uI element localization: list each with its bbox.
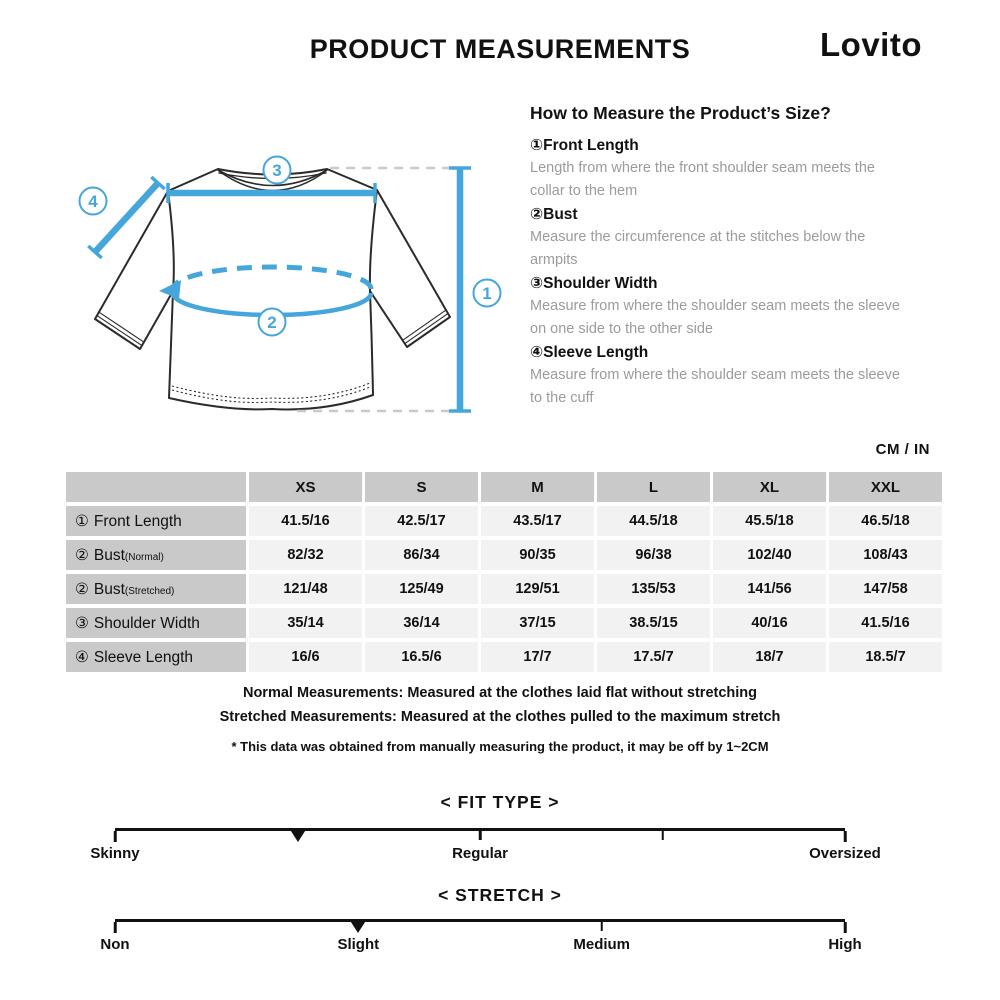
svg-text:1: 1 [482, 284, 492, 303]
scale-label: High [828, 936, 862, 953]
guide-item-desc: Measure from where the shoulder seam meets the sleeve to the cuff [530, 367, 900, 406]
row-label [66, 608, 246, 638]
note-normal: Normal Measurements: Measured at the clothes laid flat without stretching [242, 685, 758, 701]
size-value-cell: 40/16 [713, 608, 826, 638]
row-label-text: Front Length [93, 512, 182, 530]
stretch-labels [100, 936, 862, 954]
size-value-cell: 41.5/16 [829, 608, 942, 638]
scale-label: Non [100, 936, 130, 953]
size-value-cell: 135/53 [597, 574, 710, 604]
row-label-text: Shoulder Width [93, 614, 200, 632]
guide-item-bust [530, 203, 908, 272]
guide-item-front-length [530, 134, 908, 203]
circled-number: ④ [75, 648, 89, 666]
size-value-cell: 45.5/18 [713, 506, 826, 536]
size-value-cell: 96/38 [597, 540, 710, 570]
size-column-header: XXL [829, 472, 942, 502]
scale-tick [479, 831, 482, 840]
svg-text:2: 2 [267, 313, 277, 332]
guide-item-label: Front Length [543, 137, 639, 154]
guide-heading: How to Measure the Product’s Size? [530, 103, 831, 123]
circled-number: ① [530, 137, 544, 154]
scale-end-tick [114, 831, 117, 842]
row-label-text: Bust [93, 546, 125, 564]
size-column-header: XS [249, 472, 362, 502]
fit-type-track [115, 828, 845, 843]
size-value-cell: 37/15 [481, 608, 594, 638]
page-title: PRODUCT MEASUREMENTS [309, 34, 691, 64]
brand-logo: Lovito [820, 26, 922, 63]
size-column-header: S [365, 472, 478, 502]
size-value-cell: 38.5/15 [597, 608, 710, 638]
guide-item-title [530, 203, 908, 226]
row-label [66, 506, 246, 536]
size-value-cell: 90/35 [481, 540, 594, 570]
size-value-cell: 108/43 [829, 540, 942, 570]
table-row [66, 642, 942, 672]
size-value-cell: 46.5/18 [829, 506, 942, 536]
row-label-subtext: (Stretched) [124, 585, 175, 597]
size-value-cell: 17/7 [481, 642, 594, 672]
stretch-title: < STRETCH > [438, 885, 562, 905]
guide-item-title [530, 134, 908, 157]
scale-marker [289, 828, 307, 842]
size-table [63, 468, 945, 676]
size-value-cell: 16.5/6 [365, 642, 478, 672]
corner-cell [66, 472, 246, 502]
row-label-subtext: (Normal) [124, 551, 164, 563]
fit-type-labels [90, 845, 881, 863]
size-value-cell: 86/34 [365, 540, 478, 570]
note-stretched: Stretched Measurements: Measured at the clothes pulled to the maximum stretch [219, 709, 781, 725]
size-value-cell: 43.5/17 [481, 506, 594, 536]
table-header-row [66, 472, 942, 502]
size-value-cell: 18/7 [713, 642, 826, 672]
row-label-text: Bust [93, 580, 125, 598]
scale-end-tick [844, 831, 847, 842]
guide-item-desc: Measure from where the shoulder seam meets the sleeve on one side to the other side [530, 298, 900, 337]
guide-item-title [530, 341, 908, 364]
row-label [66, 540, 246, 570]
circled-number: ③ [75, 614, 89, 632]
marker-bust [259, 309, 286, 336]
row-label [66, 642, 246, 672]
scale-label: Regular [452, 845, 508, 862]
tshirt-diagram-svg [60, 143, 530, 443]
circled-number: ① [75, 512, 89, 530]
circled-number: ② [530, 206, 544, 223]
how-to-measure-panel [530, 103, 908, 410]
circled-number: ② [75, 580, 89, 598]
table-row [66, 574, 942, 604]
size-value-cell: 17.5/7 [597, 642, 710, 672]
table-row [66, 506, 942, 536]
size-value-cell: 41.5/16 [249, 506, 362, 536]
circled-number: ③ [530, 275, 544, 292]
disclaimer-note: * This data was obtained from manually measuring the product, it may be off by 1~2CM [231, 739, 769, 754]
size-value-cell: 44.5/18 [597, 506, 710, 536]
scale-label: Skinny [90, 845, 140, 862]
marker-shoulder-width [264, 157, 291, 184]
guide-item-label: Bust [543, 206, 578, 223]
row-label-text: Sleeve Length [93, 648, 194, 666]
row-label [66, 574, 246, 604]
unit-label: CM / IN [875, 441, 930, 458]
size-value-cell: 18.5/7 [829, 642, 942, 672]
size-value-cell: 147/58 [829, 574, 942, 604]
svg-text:4: 4 [88, 192, 98, 211]
size-column-header: XL [713, 472, 826, 502]
tshirt-measure-diagram [60, 143, 530, 443]
guide-item-sleeve-length [530, 341, 908, 410]
scale-tick [661, 831, 664, 840]
scale-end-tick [844, 922, 847, 933]
size-value-cell: 42.5/17 [365, 506, 478, 536]
size-column-header: M [481, 472, 594, 502]
size-value-cell: 121/48 [249, 574, 362, 604]
circled-number: ④ [530, 344, 544, 361]
guide-item-label: Sleeve Length [543, 344, 649, 361]
guide-item-label: Shoulder Width [543, 275, 658, 292]
fit-type-title: < FIT TYPE > [440, 792, 560, 812]
guide-item-desc: Length from where the front shoulder seam meets the collar to the hem [530, 160, 875, 199]
guide-item-shoulder-width [530, 272, 908, 341]
size-value-cell: 129/51 [481, 574, 594, 604]
marker-front-length [474, 280, 501, 307]
table-row [66, 540, 942, 570]
tshirt-outline [95, 169, 450, 409]
size-value-cell: 16/6 [249, 642, 362, 672]
size-value-cell: 102/40 [713, 540, 826, 570]
size-value-cell: 125/49 [365, 574, 478, 604]
size-value-cell: 141/56 [713, 574, 826, 604]
svg-text:3: 3 [272, 161, 282, 180]
scale-marker [349, 919, 367, 933]
size-value-cell: 35/14 [249, 608, 362, 638]
guide-item-title [530, 272, 908, 295]
stretch-track [115, 919, 845, 934]
circled-number: ② [75, 546, 89, 564]
guide-item-desc: Measure the circumference at the stitches below the armpits [530, 229, 866, 268]
table-row [66, 608, 942, 638]
fit-type-scale [0, 792, 1000, 862]
scale-tick [600, 922, 603, 931]
scale-label: Medium [573, 936, 631, 953]
measurement-notes [0, 681, 1000, 729]
size-value-cell: 82/32 [249, 540, 362, 570]
marker-sleeve-length [80, 188, 107, 215]
scale-label: Oversized [809, 845, 881, 862]
size-value-cell: 36/14 [365, 608, 478, 638]
size-column-header: L [597, 472, 710, 502]
stretch-scale [0, 885, 1000, 953]
scale-end-tick [114, 922, 117, 933]
scale-label: Slight [337, 936, 380, 953]
